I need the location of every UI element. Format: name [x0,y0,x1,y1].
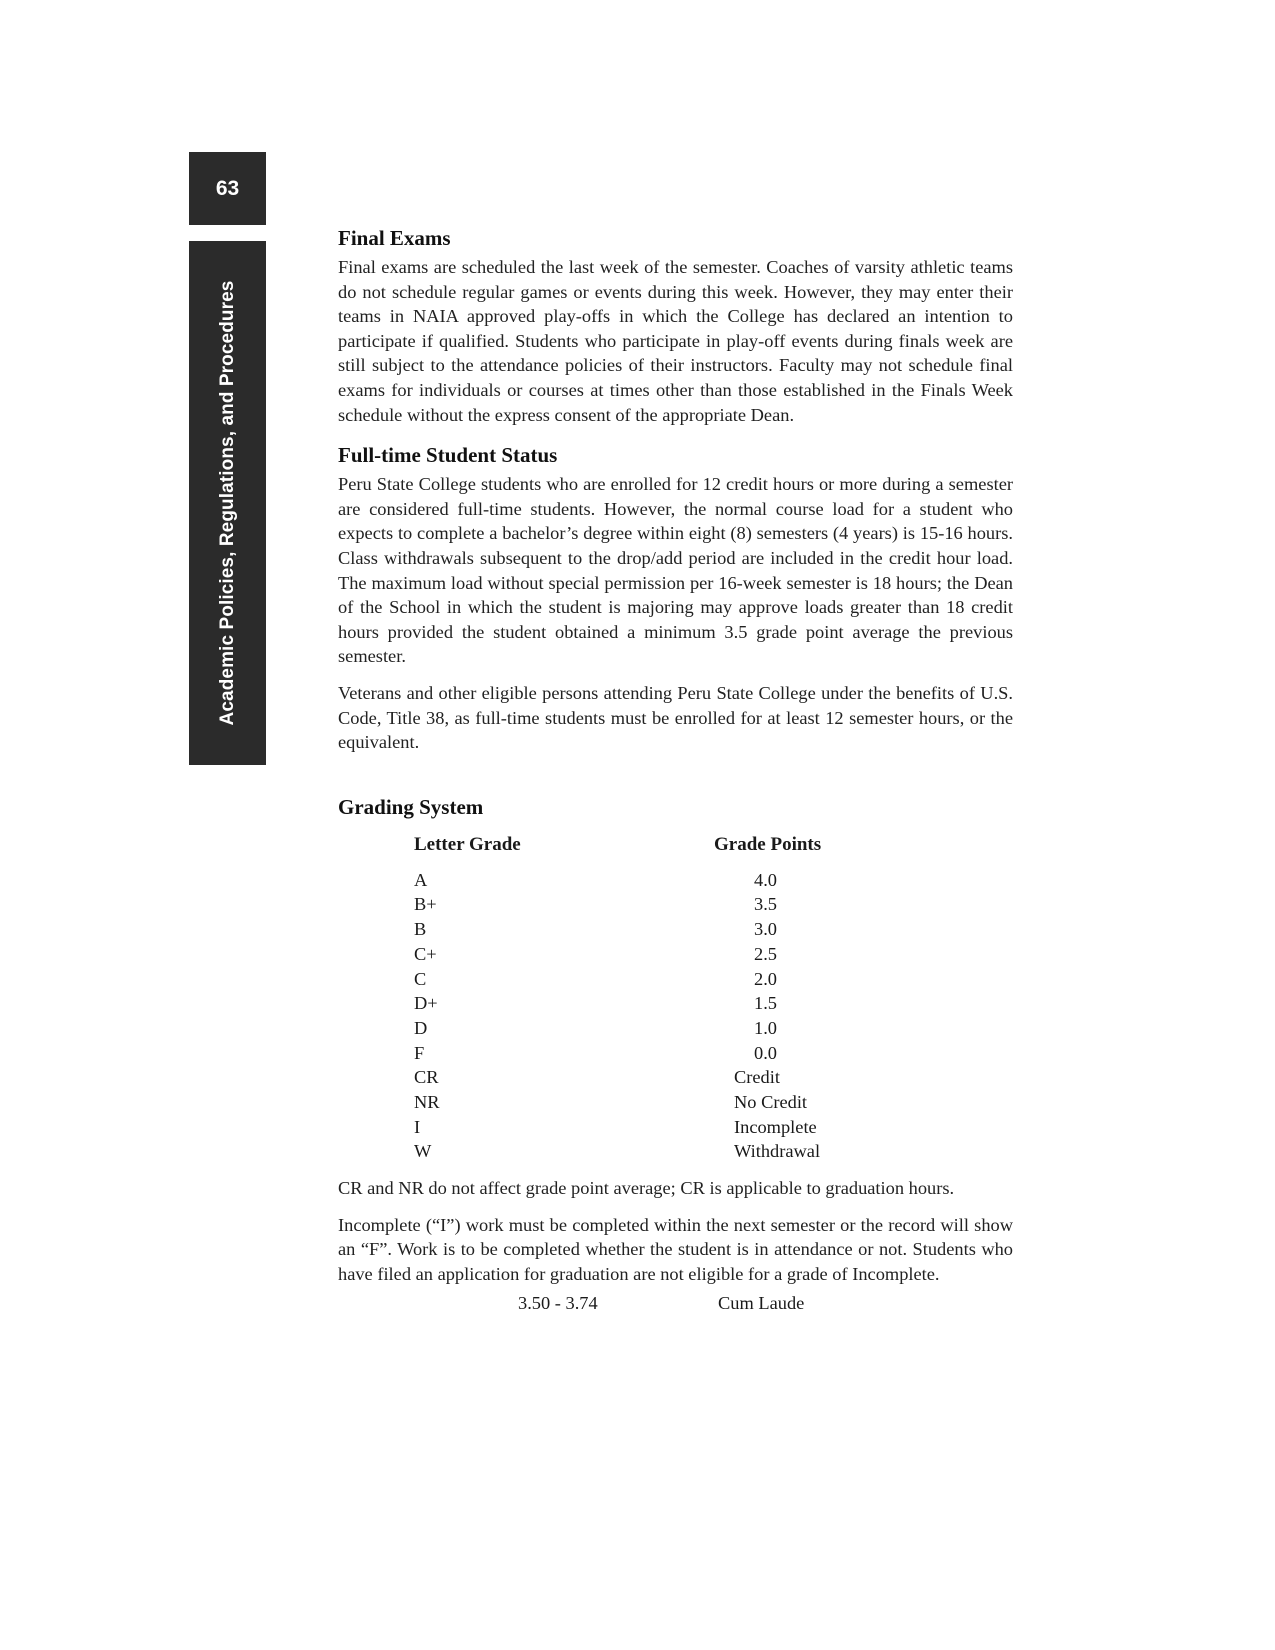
letter-grade-cell: A [414,869,428,890]
grade-table [414,834,854,1164]
grade-points-cell: 1.5 [754,993,777,1014]
table-row [414,1041,854,1066]
grade-points-cell: No Credit [734,1092,808,1113]
honors-label: Cum Laude [718,1292,805,1313]
grade-points-cell: 4.0 [754,869,777,890]
grade-points-cell: Withdrawal [734,1141,821,1162]
table-row [414,892,854,917]
grade-points-cell: 3.0 [754,919,777,940]
letter-grade-cell: F [414,1042,425,1063]
table-row [414,868,854,893]
grade-points-column-header: Grade Points [714,833,822,855]
grading-section [338,795,1013,1314]
page-number: 63 [215,176,240,200]
letter-grade-cell: B+ [414,894,437,915]
fulltime-status-paragraph-2: Veterans and other eligible persons attending Peru State College under the benefits of U.S. Code, Title 38, as full-time students must be enrolled for at least 12 semester hours, or the equivalent. [338,682,1013,753]
grade-points-cell: 3.5 [754,894,777,915]
grade-points-cell: Credit [734,1067,780,1088]
table-row [414,942,854,967]
table-row [414,917,854,942]
final-exams-heading: Final Exams [338,226,451,250]
letter-grade-cell: CR [414,1067,439,1088]
table-row [414,991,854,1016]
section-tab-title: Academic Policies, Regulations, and Procedures [216,280,238,726]
grade-points-cell: 2.0 [754,968,777,989]
letter-grade-cell: C+ [414,943,437,964]
grade-points-cell: Incomplete [734,1116,817,1137]
letter-grade-cell: C [414,968,427,989]
letter-grade-cell: B [414,919,427,940]
letter-grade-cell: W [414,1141,432,1162]
table-row [414,1065,854,1090]
fulltime-status-paragraph-1: Peru State College students who are enrolled for 12 credit hours or more during a semester are considered full-time students. However, the normal course load for a student who expects to complete a bachelor’s degree within eight (8) semesters (4 years) is 15-16 hours. Class withdrawals subsequent to the drop/add period are included in the credit hour load. The maximum load without special permission per 16-week semester is 18 hours; the Dean of the School in which the student is majoring may approve loads greater than 18 credit hours provided the student obtained a minimum 3.5 grade point average the previous semester. [338,474,1013,667]
page-content [338,226,1013,1314]
table-row [414,967,854,992]
fulltime-status-section [338,443,1013,755]
incomplete-note: Incomplete (“I”) work must be completed within the next semester or the record will show an “F”. Work is to be completed whether the student is in attendance or not. Students who have filed an application for graduation are not eligible for a grade of Incomplete. [338,1214,1013,1284]
cr-nr-note: CR and NR do not affect grade point average; CR is applicable to graduation hours. [338,1178,955,1199]
final-exams-body: Final exams are scheduled the last week of the semester. Coaches of varsity athletic teams do not schedule regular games or events during this week. However, they may enter their teams in NAIA approved play-offs in which the College has declared an intention to participate if qualified. Students who participate in play-off events during finals week are still subject to the attendance policies of their instructors. Faculty may not schedule final exams for individuals or courses at times other than those established in the Finals Week schedule without the express consent of the appropriate Dean. [338,257,1013,425]
table-row [414,1139,854,1164]
grade-points-cell: 0.0 [754,1042,777,1063]
table-row [414,1115,854,1140]
letter-grade-cell: I [414,1116,421,1137]
letter-grade-cell: D [414,1017,428,1038]
letter-grade-column-header: Letter Grade [414,833,521,855]
grade-points-cell: 1.0 [754,1017,777,1038]
final-exams-section [338,226,1013,427]
table-row [414,1016,854,1041]
grade-table-header [414,834,854,856]
section-tab [189,241,266,765]
letter-grade-cell: NR [414,1092,440,1113]
table-row [414,1090,854,1115]
letter-grade-cell: D+ [414,993,438,1014]
fulltime-status-heading: Full-time Student Status [338,443,558,468]
grade-points-cell: 2.5 [754,943,777,964]
honors-row [518,1293,1013,1314]
page-number-tab [189,152,266,225]
grading-heading: Grading System [338,794,484,819]
honors-gpa-range: 3.50 - 3.74 [518,1292,598,1313]
